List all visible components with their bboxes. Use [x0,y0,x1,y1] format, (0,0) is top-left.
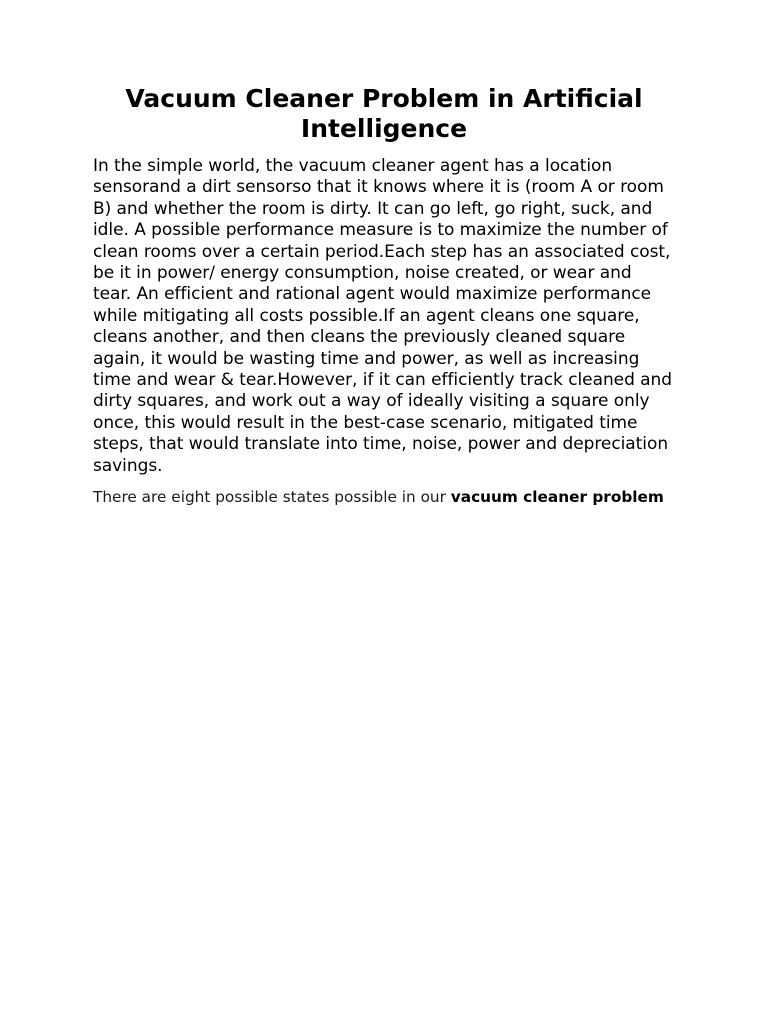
states-sentence: There are eight possible states possible in our [93,488,451,507]
intro-paragraph: In the simple world, the vacuum cleaner agent has a location sensorand a dirt sensorso that it knows where it is (room A or room B) and whether the room is dirty. It can go left, go right, suck, and idle. A possible performance measure is to maximize the number of clean rooms over a certain period.Each step has an associated cost, be it in power/ energy consumption, noise created, or wear and tear. An efficient and rational agent would maximize performance while mitigating all costs possible.If an agent cleans one square, cleans another, and then cleans the previously cleaned square again, it would be wasting time and power, as well as increasing time and wear & tear.However, if it can efficiently track cleaned and dirty squares, and work out a way of ideally visiting a square only once, this would result in the best-case scenario, mitigated time steps, that would translate into time, noise, power and depreciation savings. [93,156,673,476]
page-title: Vacuum Cleaner Problem in Artificial Intelligence [125,84,643,143]
states-emphasis: vacuum cleaner problem [450,488,664,507]
states-paragraph [93,487,675,507]
